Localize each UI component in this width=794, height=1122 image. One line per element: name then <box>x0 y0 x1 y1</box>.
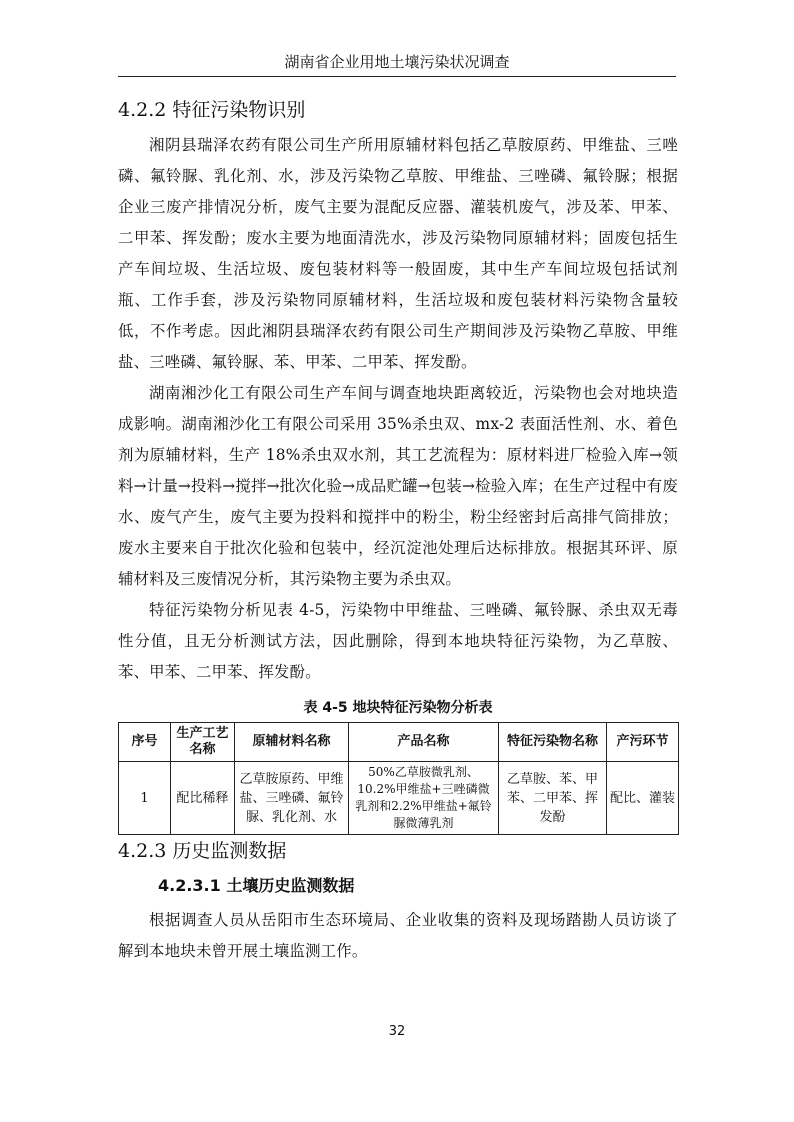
section-heading-4-2-3: 4.2.3 历史监测数据 <box>118 840 287 862</box>
col-header-pollutants: 特征污染物名称 <box>499 723 607 762</box>
col-header-materials: 原辅材料名称 <box>235 723 349 762</box>
paragraph: 根据调查人员从岳阳市生态环境局、企业收集的资料及现场踏勘人员访谈了解到本地块未曾开展土壤监测工作。 <box>118 911 678 960</box>
table-caption: 表 4-5 地块特征污染物分析表 <box>303 700 493 716</box>
paragraph: 湖南湘沙化工有限公司生产车间与调查地块距离较近，污染物也会对地块造成影响。湖南湘沙化工有限公司采用 35%杀虫双、mx-2 表面活性剂、水、着色剂为原辅材料，生产 18%杀虫双水剂，其工艺流程为：原材料进厂检验入库→领料→计量→投料→搅拌→批次化验→成品贮罐→包装→检验入库；在生产过程中有废水、废气产生，废气主要为投料和搅拌中的粉尘，粉尘经密封后高排气筒排放；废水主要来自于批次化验和包装中，经沉淀池处理后达标排放。根据其环评、原辅材料及三废情况分析，其污染物主要为杀虫双。 <box>118 384 678 588</box>
col-header-product: 产品名称 <box>349 723 499 762</box>
cell-process: 配比稀释 <box>171 762 235 835</box>
subsection-heading-4-2-3-1: 4.2.3.1 土壤历史监测数据 <box>158 876 355 895</box>
pollutant-analysis-table <box>118 722 679 835</box>
running-header: 湖南省企业用地土壤污染状况调查 <box>118 52 676 77</box>
cell-no: 1 <box>119 762 171 835</box>
section-heading-4-2-2: 4.2.2 特征污染物识别 <box>118 99 306 121</box>
table-header-row <box>119 723 679 762</box>
col-header-no: 序号 <box>119 723 171 762</box>
page-content <box>118 96 678 967</box>
cell-materials: 乙草胺原药、甲维盐、三唑磷、氟铃脲、乳化剂、水 <box>235 762 349 835</box>
cell-stage: 配比、灌装 <box>607 762 679 835</box>
cell-product: 50%乙草胺微乳剂、10.2%甲维盐+三唑磷微乳剂和2.2%甲维盐+氟铃脲微薄乳剂 <box>349 762 499 835</box>
col-header-stage: 产污环节 <box>607 723 679 762</box>
paragraph: 特征污染物分析见表 4-5，污染物中甲维盐、三唑磷、氟铃脲、杀虫双无毒性分值，且无分析测试方法，因此删除，得到本地块特征污染物，为乙草胺、苯、甲苯、二甲苯、挥发酚。 <box>118 601 678 681</box>
cell-pollutants: 乙草胺、苯、甲苯、二甲苯、挥发酚 <box>499 762 607 835</box>
table-row <box>119 762 679 835</box>
page-number: 32 <box>388 1024 406 1039</box>
col-header-process: 生产工艺名称 <box>171 723 235 762</box>
paragraph: 湘阴县瑞泽农药有限公司生产所用原辅材料包括乙草胺原药、甲维盐、三唑磷、氟铃脲、乳化剂、水，涉及污染物乙草胺、甲维盐、三唑磷、氟铃脲；根据企业三废产排情况分析，废气主要为混配反应器、灌装机废气，涉及苯、甲苯、二甲苯、挥发酚；废水主要为地面清洗水，涉及污染物同原辅材料；固废包括生产车间垃圾、生活垃圾、废包装材料等一般固废，其中生产车间垃圾包括试剂瓶、工作手套，涉及污染物同原辅材料，生活垃圾和废包装材料污染物含量较低，不作考虑。因此湘阴县瑞泽农药有限公司生产期间涉及污染物乙草胺、甲维盐、三唑磷、氟铃脲、苯、甲苯、二甲苯、挥发酚。 <box>118 136 678 371</box>
